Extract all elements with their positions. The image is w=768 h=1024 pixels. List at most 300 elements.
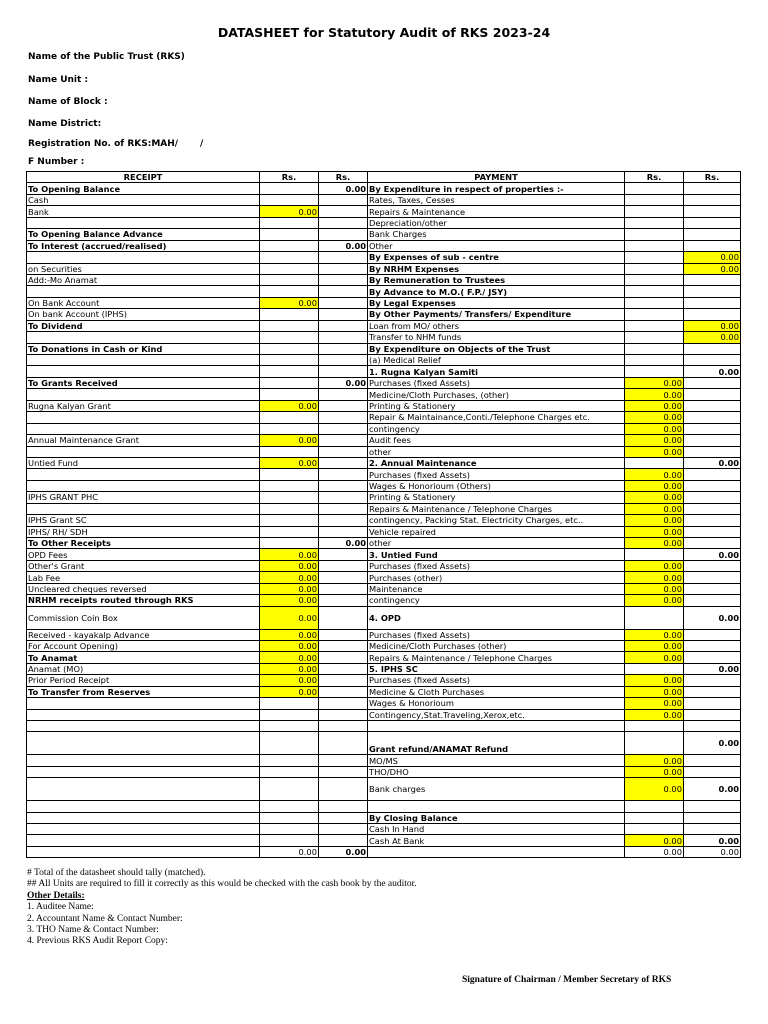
payment-amount: 0.00 bbox=[625, 492, 684, 503]
payment-amount bbox=[625, 801, 684, 812]
receipt-label: IPHS/ RH/ SDH bbox=[27, 526, 260, 537]
payment-amount bbox=[625, 663, 684, 674]
receipt-total bbox=[319, 252, 368, 263]
table-row bbox=[27, 732, 741, 755]
payment-amount: 0.00 bbox=[625, 538, 684, 549]
receipt-amount: 0.00 bbox=[260, 400, 319, 411]
receipt-total bbox=[319, 515, 368, 526]
table-row bbox=[27, 538, 741, 549]
payment-label: Medicine/Cloth Purchases, (other) bbox=[368, 389, 625, 400]
receipt-total bbox=[319, 755, 368, 766]
receipt-amount: 0.00 bbox=[260, 560, 319, 571]
receipt-label bbox=[27, 721, 260, 732]
table-row bbox=[27, 583, 741, 594]
receipt-amount bbox=[260, 515, 319, 526]
receipt-total bbox=[319, 355, 368, 366]
other-detail-previous-report: 4. Previous RKS Audit Report Copy: bbox=[27, 936, 168, 947]
payment-label: Contingency,Stat.Traveling,Xerox,etc. bbox=[368, 709, 625, 720]
payment-label: Bank Charges bbox=[368, 229, 625, 240]
receipt-amount bbox=[260, 332, 319, 343]
table-row bbox=[27, 320, 741, 331]
payment-amount: 0.00 bbox=[625, 400, 684, 411]
payment-total bbox=[684, 526, 741, 537]
receipt-label bbox=[27, 698, 260, 709]
table-row bbox=[27, 835, 741, 846]
receipt-label: Bank bbox=[27, 206, 260, 217]
note-total-tally: # Total of the datasheet should tally (matched). bbox=[27, 868, 206, 878]
receipt-total bbox=[319, 435, 368, 446]
table-row bbox=[27, 400, 741, 411]
payment-label: Medicine & Cloth Purchases bbox=[368, 686, 625, 697]
receipt-amount bbox=[260, 263, 319, 274]
payment-total bbox=[684, 721, 741, 732]
payment-label: Rates, Taxes, Cesses bbox=[368, 194, 625, 205]
table-row bbox=[27, 675, 741, 686]
payment-amount bbox=[625, 309, 684, 320]
table-row bbox=[27, 801, 741, 812]
payment-label bbox=[368, 846, 625, 857]
receipt-total bbox=[319, 823, 368, 834]
receipt-label: Anamat (MO) bbox=[27, 663, 260, 674]
payment-amount: 0.00 bbox=[625, 389, 684, 400]
receipt-total-rs-column-header: Rs. bbox=[319, 172, 368, 183]
table-row bbox=[27, 457, 741, 468]
table-row bbox=[27, 263, 741, 274]
receipt-label bbox=[27, 332, 260, 343]
receipt-amount bbox=[260, 240, 319, 251]
receipt-amount: 0.00 bbox=[260, 606, 319, 629]
receipt-total bbox=[319, 492, 368, 503]
receipt-total bbox=[319, 766, 368, 777]
payment-total: 0.00 bbox=[684, 846, 741, 857]
payment-label: Purchases (fixed Assets) bbox=[368, 629, 625, 640]
receipt-total bbox=[319, 446, 368, 457]
table-row bbox=[27, 709, 741, 720]
receipt-label: Commission Coin Box bbox=[27, 606, 260, 629]
receipt-amount bbox=[260, 480, 319, 491]
payment-amount: 0.00 bbox=[625, 446, 684, 457]
payment-total bbox=[684, 377, 741, 388]
payment-total bbox=[684, 400, 741, 411]
receipt-total bbox=[319, 595, 368, 606]
table-row bbox=[27, 823, 741, 834]
payment-total bbox=[684, 766, 741, 777]
receipt-total bbox=[319, 469, 368, 480]
receipt-total bbox=[319, 263, 368, 274]
receipt-label bbox=[27, 778, 260, 801]
receipt-amount: 0.00 bbox=[260, 206, 319, 217]
receipt-total bbox=[319, 423, 368, 434]
receipt-label: Untied Fund bbox=[27, 457, 260, 468]
page-title: DATASHEET for Statutory Audit of RKS 2023-24 bbox=[217, 25, 551, 40]
receipt-total bbox=[319, 606, 368, 629]
receipt-label: To Opening Balance bbox=[27, 183, 260, 194]
payment-amount bbox=[625, 194, 684, 205]
payment-label: 4. OPD bbox=[368, 606, 625, 629]
payment-label: (a) Medical Relief bbox=[368, 355, 625, 366]
payment-total bbox=[684, 538, 741, 549]
receipt-label bbox=[27, 366, 260, 377]
receipt-amount bbox=[260, 446, 319, 457]
payment-label: Repairs & Maintenance / Telephone Charges bbox=[368, 503, 625, 514]
payment-label: Printing & Stationery bbox=[368, 492, 625, 503]
receipt-label: OPD Fees bbox=[27, 549, 260, 560]
receipt-label: To Anamat bbox=[27, 652, 260, 663]
payment-amount bbox=[625, 274, 684, 285]
payment-total bbox=[684, 343, 741, 354]
table-row bbox=[27, 389, 741, 400]
table-row bbox=[27, 515, 741, 526]
table-row bbox=[27, 766, 741, 777]
payment-total bbox=[684, 652, 741, 663]
table-row bbox=[27, 549, 741, 560]
table-row bbox=[27, 846, 741, 857]
payment-label: Wages & Honorioum bbox=[368, 698, 625, 709]
table-row bbox=[27, 206, 741, 217]
receipt-label: NRHM receipts routed through RKS bbox=[27, 595, 260, 606]
receipt-amount bbox=[260, 766, 319, 777]
field-name-unit: Name Unit : bbox=[28, 75, 89, 85]
receipt-total bbox=[319, 640, 368, 651]
payment-amount: 0.00 bbox=[625, 698, 684, 709]
table-row bbox=[27, 686, 741, 697]
receipt-amount bbox=[260, 526, 319, 537]
table-row bbox=[27, 252, 741, 263]
payment-amount: 0.00 bbox=[625, 652, 684, 663]
receipt-label: Lab Fee bbox=[27, 572, 260, 583]
payment-label: 3. Untied Fund bbox=[368, 549, 625, 560]
receipt-total: 0.00 bbox=[319, 538, 368, 549]
table-row bbox=[27, 595, 741, 606]
receipt-amount bbox=[260, 812, 319, 823]
receipt-amount bbox=[260, 194, 319, 205]
receipt-total: 0.00 bbox=[319, 846, 368, 857]
payment-total bbox=[684, 206, 741, 217]
payment-label: Repairs & Maintenance / Telephone Charges bbox=[368, 652, 625, 663]
receipt-amount bbox=[260, 503, 319, 514]
receipt-total bbox=[319, 709, 368, 720]
other-detail-auditee-name: 1. Auditee Name: bbox=[27, 902, 94, 913]
payment-total: 0.00 bbox=[684, 835, 741, 846]
receipt-total bbox=[319, 400, 368, 411]
payment-total: 0.00 bbox=[684, 457, 741, 468]
table-row bbox=[27, 229, 741, 240]
payment-amount: 0.00 bbox=[625, 503, 684, 514]
receipt-amount bbox=[260, 709, 319, 720]
payment-total: 0.00 bbox=[684, 549, 741, 560]
payment-label: By Other Payments/ Transfers/ Expenditure bbox=[368, 309, 625, 320]
payment-label bbox=[368, 721, 625, 732]
payment-total bbox=[684, 446, 741, 457]
receipt-total bbox=[319, 206, 368, 217]
payment-total bbox=[684, 492, 741, 503]
payment-amount: 0.00 bbox=[625, 572, 684, 583]
payment-label: Repair & Maintainance,Conti./Telephone Charges etc. bbox=[368, 412, 625, 423]
payment-amount bbox=[625, 332, 684, 343]
receipt-amount: 0.00 bbox=[260, 435, 319, 446]
payment-total bbox=[684, 515, 741, 526]
payment-amount: 0.00 bbox=[625, 480, 684, 491]
payment-amount bbox=[625, 286, 684, 297]
payment-total bbox=[684, 595, 741, 606]
payment-label bbox=[368, 801, 625, 812]
receipt-total bbox=[319, 457, 368, 468]
payment-label: Transfer to NHM funds bbox=[368, 332, 625, 343]
receipt-total bbox=[319, 332, 368, 343]
field-name-district: Name District: bbox=[28, 119, 102, 129]
receipt-amount bbox=[260, 721, 319, 732]
payment-label: Repairs & Maintenance bbox=[368, 206, 625, 217]
payment-amount bbox=[625, 732, 684, 755]
receipt-total bbox=[319, 721, 368, 732]
receipt-total: 0.00 bbox=[319, 377, 368, 388]
receipt-amount: 0.00 bbox=[260, 686, 319, 697]
payment-amount bbox=[625, 240, 684, 251]
table-row bbox=[27, 629, 741, 640]
table-row bbox=[27, 423, 741, 434]
receipt-label bbox=[27, 423, 260, 434]
payment-label: Purchases (fixed Assets) bbox=[368, 675, 625, 686]
payment-total bbox=[684, 629, 741, 640]
payment-column-header: PAYMENT bbox=[368, 172, 625, 183]
receipt-label: To Other Receipts bbox=[27, 538, 260, 549]
payment-total bbox=[684, 812, 741, 823]
receipt-label: Rugna Kalyan Grant bbox=[27, 400, 260, 411]
receipt-amount: 0.00 bbox=[260, 583, 319, 594]
payment-amount: 0.00 bbox=[625, 686, 684, 697]
payment-label: By Expenditure in respect of properties :- bbox=[368, 183, 625, 194]
receipt-amount bbox=[260, 355, 319, 366]
receipt-label: To Transfer from Reserves bbox=[27, 686, 260, 697]
receipt-total bbox=[319, 698, 368, 709]
receipt-label: To Donations in Cash or Kind bbox=[27, 343, 260, 354]
payment-label: Cash In Hand bbox=[368, 823, 625, 834]
receipt-amount: 0.00 bbox=[260, 675, 319, 686]
receipt-label: Received - kayakalp Advance bbox=[27, 629, 260, 640]
table-row bbox=[27, 309, 741, 320]
receipt-rs-column-header: Rs. bbox=[260, 172, 319, 183]
receipt-total bbox=[319, 732, 368, 755]
payment-label: contingency bbox=[368, 423, 625, 434]
payment-total bbox=[684, 801, 741, 812]
payment-total bbox=[684, 435, 741, 446]
receipt-total bbox=[319, 812, 368, 823]
other-detail-tho-contact: 3. THO Name & Contact Number: bbox=[27, 925, 159, 936]
payment-amount: 0.00 bbox=[625, 469, 684, 480]
table-row bbox=[27, 217, 741, 228]
table-row bbox=[27, 812, 741, 823]
receipt-amount bbox=[260, 252, 319, 263]
note-cash-book-check: ## All Units are required to fill it correctly as this would be checked with the cash book by the auditor. bbox=[27, 879, 417, 890]
receipt-total bbox=[319, 549, 368, 560]
payment-amount: 0.00 bbox=[625, 675, 684, 686]
receipt-label: Add:-Mo Anamat bbox=[27, 274, 260, 285]
table-row bbox=[27, 240, 741, 251]
payment-label: By Expenses of sub - centre bbox=[368, 252, 625, 263]
table-row bbox=[27, 183, 741, 194]
receipt-label bbox=[27, 732, 260, 755]
payment-total: 0.00 bbox=[684, 263, 741, 274]
receipt-label: To Dividend bbox=[27, 320, 260, 331]
receipt-label: For Account Opening) bbox=[27, 640, 260, 651]
receipt-total bbox=[319, 686, 368, 697]
table-row bbox=[27, 274, 741, 285]
receipt-amount bbox=[260, 469, 319, 480]
table-row bbox=[27, 503, 741, 514]
payment-label: Purchases (other) bbox=[368, 572, 625, 583]
payment-total bbox=[684, 297, 741, 308]
payment-label: Grant refund/ANAMAT Refund bbox=[368, 732, 625, 755]
payment-amount bbox=[625, 263, 684, 274]
receipt-amount bbox=[260, 377, 319, 388]
payment-amount bbox=[625, 606, 684, 629]
payment-total: 0.00 bbox=[684, 252, 741, 263]
payment-total: 0.00 bbox=[684, 332, 741, 343]
receipt-amount bbox=[260, 389, 319, 400]
receipt-total bbox=[319, 526, 368, 537]
payment-total bbox=[684, 355, 741, 366]
payment-amount: 0.00 bbox=[625, 766, 684, 777]
receipt-total bbox=[319, 286, 368, 297]
receipt-amount: 0.00 bbox=[260, 572, 319, 583]
receipt-label: Cash bbox=[27, 194, 260, 205]
receipt-total bbox=[319, 217, 368, 228]
payment-total bbox=[684, 389, 741, 400]
payment-total bbox=[684, 286, 741, 297]
payment-total bbox=[684, 183, 741, 194]
payment-label: THO/DHO bbox=[368, 766, 625, 777]
payment-total bbox=[684, 240, 741, 251]
table-row bbox=[27, 778, 741, 801]
payment-amount bbox=[625, 343, 684, 354]
table-row bbox=[27, 560, 741, 571]
payment-amount bbox=[625, 217, 684, 228]
receipt-label: IPHS Grant SC bbox=[27, 515, 260, 526]
payment-total bbox=[684, 686, 741, 697]
payment-amount: 0.00 bbox=[625, 709, 684, 720]
payment-total bbox=[684, 469, 741, 480]
payment-amount bbox=[625, 823, 684, 834]
payment-total-rs-column-header: Rs. bbox=[684, 172, 741, 183]
receipt-total bbox=[319, 675, 368, 686]
receipt-amount bbox=[260, 801, 319, 812]
receipt-label bbox=[27, 412, 260, 423]
receipt-label bbox=[27, 217, 260, 228]
receipt-total bbox=[319, 778, 368, 801]
payment-amount: 0.00 bbox=[625, 515, 684, 526]
payment-label: MO/MS bbox=[368, 755, 625, 766]
payment-label: By NRHM Expenses bbox=[368, 263, 625, 274]
receipt-amount bbox=[260, 229, 319, 240]
payment-label: By Closing Balance bbox=[368, 812, 625, 823]
receipt-label: Other's Grant bbox=[27, 560, 260, 571]
receipt-label bbox=[27, 389, 260, 400]
receipt-amount bbox=[260, 835, 319, 846]
payment-label: Printing & Stationery bbox=[368, 400, 625, 411]
payment-total bbox=[684, 583, 741, 594]
other-detail-accountant-contact: 2. Accountant Name & Contact Number: bbox=[27, 913, 183, 924]
receipt-total bbox=[319, 274, 368, 285]
payment-amount bbox=[625, 297, 684, 308]
payment-total bbox=[684, 823, 741, 834]
receipt-amount: 0.00 bbox=[260, 640, 319, 651]
receipt-amount bbox=[260, 823, 319, 834]
receipt-label bbox=[27, 823, 260, 834]
payment-label: Vehicle repaired bbox=[368, 526, 625, 537]
table-row bbox=[27, 526, 741, 537]
receipt-amount bbox=[260, 217, 319, 228]
payment-amount: 0.00 bbox=[625, 755, 684, 766]
receipt-total: 0.00 bbox=[319, 240, 368, 251]
table-row bbox=[27, 721, 741, 732]
receipt-amount bbox=[260, 412, 319, 423]
table-row bbox=[27, 435, 741, 446]
payment-label: other bbox=[368, 538, 625, 549]
payment-total bbox=[684, 412, 741, 423]
payment-amount: 0.00 bbox=[625, 583, 684, 594]
receipt-amount: 0.00 bbox=[260, 549, 319, 560]
payment-amount: 0.00 bbox=[625, 526, 684, 537]
receipt-total bbox=[319, 503, 368, 514]
payment-amount: 0.00 bbox=[625, 435, 684, 446]
receipt-total bbox=[319, 652, 368, 663]
payment-amount bbox=[625, 721, 684, 732]
other-details-heading: Other Details: bbox=[27, 890, 85, 901]
payment-amount bbox=[625, 252, 684, 263]
payment-total bbox=[684, 560, 741, 571]
receipt-label bbox=[27, 766, 260, 777]
receipt-label: On Bank Account bbox=[27, 297, 260, 308]
payment-label: 2. Annual Maintenance bbox=[368, 457, 625, 468]
receipt-label bbox=[27, 503, 260, 514]
receipt-label bbox=[27, 755, 260, 766]
receipt-amount bbox=[260, 274, 319, 285]
table-row bbox=[27, 572, 741, 583]
payment-label: Purchases (fixed Assets) bbox=[368, 377, 625, 388]
receipt-total bbox=[319, 583, 368, 594]
receipt-amount: 0.00 bbox=[260, 846, 319, 857]
signature-line: Signature of Chairman / Member Secretary of RKS bbox=[462, 975, 672, 985]
table-row bbox=[27, 606, 741, 629]
table-row bbox=[27, 332, 741, 343]
payment-label: Other bbox=[368, 240, 625, 251]
payment-amount bbox=[625, 812, 684, 823]
receipt-amount: 0.00 bbox=[260, 297, 319, 308]
receipt-label: IPHS GRANT PHC bbox=[27, 492, 260, 503]
payment-label: Wages & Honorioum (Others) bbox=[368, 480, 625, 491]
receipt-amount bbox=[260, 492, 319, 503]
payment-label: By Remuneration to Trustees bbox=[368, 274, 625, 285]
receipt-total: 0.00 bbox=[319, 183, 368, 194]
receipt-total bbox=[319, 229, 368, 240]
receipt-label bbox=[27, 480, 260, 491]
table-row bbox=[27, 355, 741, 366]
receipt-label bbox=[27, 446, 260, 457]
receipt-label bbox=[27, 286, 260, 297]
payment-label: Bank charges bbox=[368, 778, 625, 801]
payment-total bbox=[684, 709, 741, 720]
payment-label: Purchases (fixed Assets) bbox=[368, 469, 625, 480]
receipt-amount: 0.00 bbox=[260, 595, 319, 606]
table-row bbox=[27, 480, 741, 491]
receipt-label: To Grants Received bbox=[27, 377, 260, 388]
payment-rs-column-header: Rs. bbox=[625, 172, 684, 183]
payment-amount: 0.00 bbox=[625, 640, 684, 651]
receipt-total bbox=[319, 320, 368, 331]
payment-label: Loan from MO/ others bbox=[368, 320, 625, 331]
receipt-amount: 0.00 bbox=[260, 663, 319, 674]
receipt-amount bbox=[260, 778, 319, 801]
